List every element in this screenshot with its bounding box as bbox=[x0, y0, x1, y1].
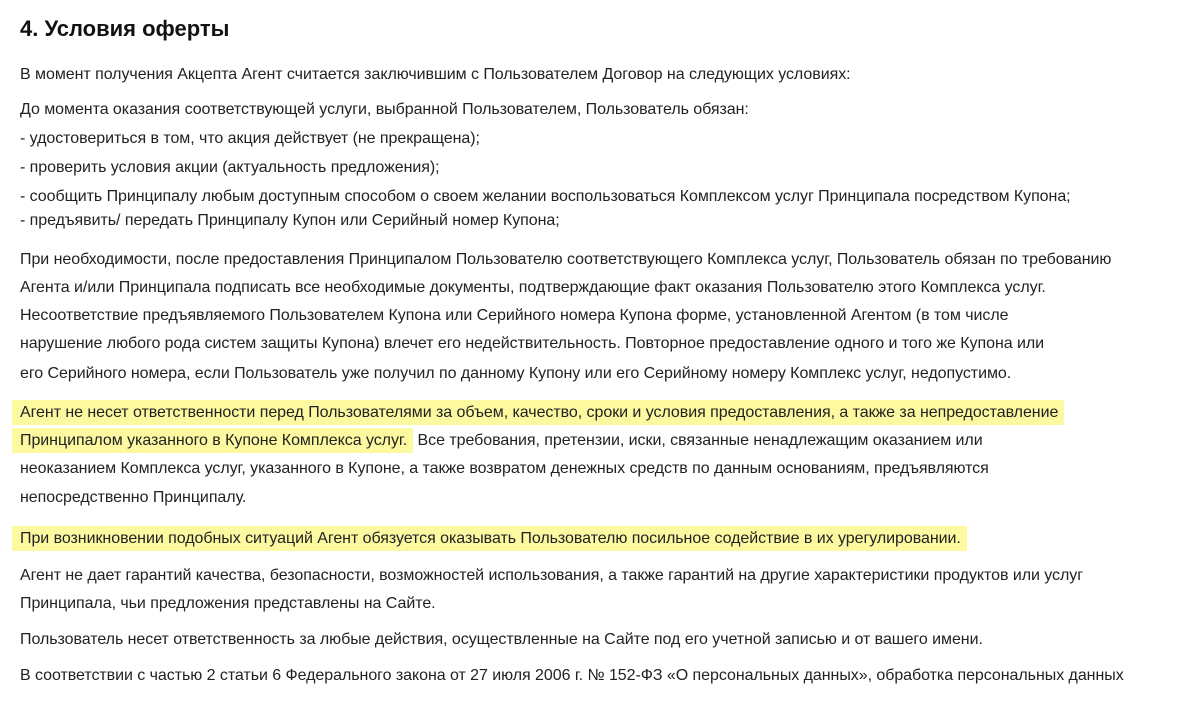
plain-text: Все требования, претензии, иски, связанные ненадлежащим оказанием или bbox=[413, 432, 983, 449]
paragraph-line: Агент не дает гарантий качества, безопасности, возможностей использования, а также гарантий на другие характеристики продуктов или услуг bbox=[20, 567, 1084, 584]
list-item: - сообщить Принципалу любым доступным способом о своем желании воспользоваться Комплексом услуг Принципала посредством Купона; bbox=[20, 188, 1071, 205]
paragraph-line: нарушение любого рода систем защиты Купона) влечет его недействительность. Повторное предоставление одного и того же Купона или bbox=[20, 335, 1045, 352]
list-item: - проверить условия акции (актуальность предложения); bbox=[20, 159, 440, 176]
highlighted-line bbox=[20, 402, 1064, 424]
highlight: Агент не несет ответственности перед Пользователями за объем, качество, сроки и условия предоставления, а также за непредоставление bbox=[12, 400, 1064, 425]
highlight: При возникновении подобных ситуаций Агент обязуется оказывать Пользователю посильное содействие в их урегулировании. bbox=[12, 526, 967, 551]
paragraph-line: Несоответствие предъявляемого Пользователем Купона или Серийного номера Купона форме, установленной Агентом (в том числе bbox=[20, 307, 1009, 324]
paragraph-line: неоказанием Комплекса услуг, указанного в Купоне, а также возвратом денежных средств по данным основаниям, предъявляются bbox=[20, 460, 989, 477]
highlight: Принципалом указанного в Купоне Комплекса услуг. bbox=[12, 428, 413, 453]
paragraph-line: Пользователь несет ответственность за любые действия, осуществленные на Сайте под его учетной записью и от вашего имени. bbox=[20, 631, 983, 648]
section-title: 4. Условия оферты bbox=[20, 16, 230, 41]
paragraph-line: В соответствии с частью 2 статьи 6 Федерального закона от 27 июля 2006 г. № 152-ФЗ «О персональных данных», обработка персональных данных bbox=[20, 667, 1124, 684]
list-item: - предъявить/ передать Принципалу Купон или Серийный номер Купона; bbox=[20, 212, 560, 229]
mixed-line bbox=[20, 430, 983, 452]
paragraph-line: непосредственно Принципалу. bbox=[20, 489, 247, 506]
list-item: - удостовериться в том, что акция действует (не прекращена); bbox=[20, 130, 480, 147]
paragraph-line: В момент получения Акцепта Агент считается заключившим с Пользователем Договор на следующих условиях: bbox=[20, 66, 851, 83]
paragraph-line: При необходимости, после предоставления Принципалом Пользователю соответствующего Комплекса услуг, Пользователь обязан по требованию bbox=[20, 251, 1112, 268]
paragraph-line: Принципала, чьи предложения представлены на Сайте. bbox=[20, 595, 436, 612]
highlighted-line bbox=[20, 528, 967, 550]
paragraph-line: его Серийного номера, если Пользователь уже получил по данному Купону или его Серийному номеру Комплекс услуг, недопустимо. bbox=[20, 365, 1012, 382]
paragraph-line: Агента и/или Принципала подписать все необходимые документы, подтверждающие факт оказания Пользователю этого Комплекса услуг. bbox=[20, 279, 1046, 296]
paragraph-line: До момента оказания соответствующей услуги, выбранной Пользователем, Пользователь обязан: bbox=[20, 101, 749, 118]
